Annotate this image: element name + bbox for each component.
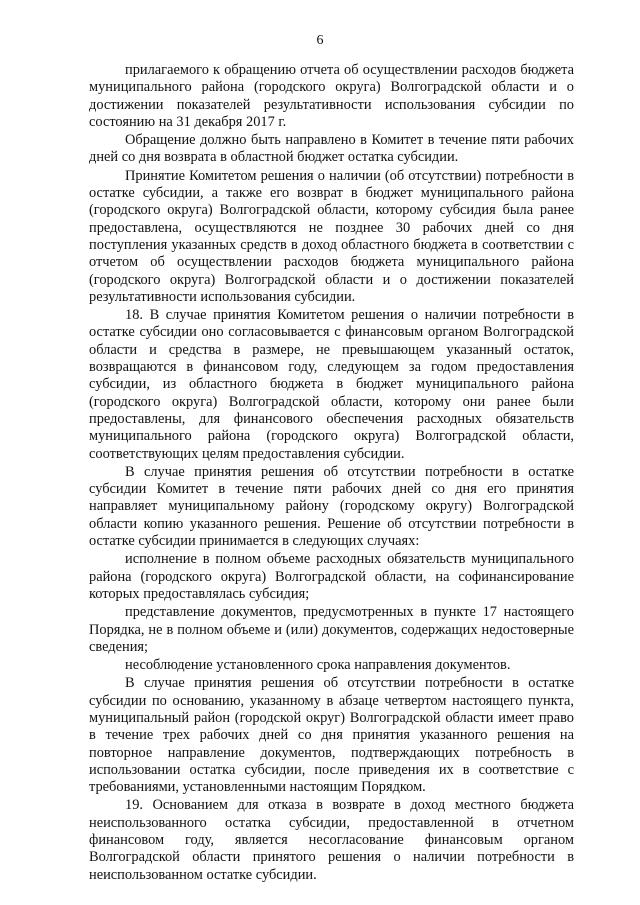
paragraph-case-incomplete-documents: представление документов, предусмотренных в пункте 17 настоящего Порядка, не в полном объеме и (или) документов, содержащих недостоверные сведения; xyxy=(89,604,574,655)
paragraph-appeal-deadline: Обращение должно быть направлено в Комитет в течение пяти рабочих дней со дня возврата в областной бюджет остатка субсидии. xyxy=(89,132,574,166)
paragraph-case-full-execution: исполнение в полном объеме расходных обязательств муниципального района (городского округа) Волгоградской области, на софинансирование которых предоставлялась субсидия; xyxy=(89,551,574,602)
paragraph-clause-19: 19. Основанием для отказа в возврате в доход местного бюджета неиспользованного остатка субсидии, предоставленной в отчетном финансовом году, является несогласование финансовым органом Волгоградской области принятого решения о наличии потребности в неиспользованном остатке субсидии. xyxy=(89,797,574,883)
page-number: 6 xyxy=(316,33,324,48)
paragraph-no-need-decision: В случае принятия решения об отсутствии потребности в остатке субсидии Комитет в течение пяти рабочих дней со дня его принятия направляет муниципальному району (городскому округу) Волгоградской области копию указанного решения. Решение об отсутствии потребности в остатке субсидии принимается в следующих случаях: xyxy=(89,463,574,550)
document-body xyxy=(89,62,574,885)
paragraph-case-missed-deadline: несоблюдение установленного срока направления документов. xyxy=(125,657,511,674)
paragraph-resubmission-right: В случае принятия решения об отсутствии потребности в остатке субсидии по основанию, указанному в абзаце четвертом настоящего пункта, муниципальный район (городской округ) Волгоградской области имеет право в течение трех рабочих дней со дня принятия указанного решения на повторное направление документов, подтверждающих потребность в использовании остатка субсидии, после приведения их в соответствие с требованиями, установленными настоящим Порядком. xyxy=(89,675,574,796)
paragraph-committee-decision: Принятие Комитетом решения о наличии (об отсутствии) потребности в остатке субсидии, а также его возврат в бюджет муниципального района (городского округа) Волгоградской области, которому субсидия была ранее предоставлена, осуществляются не позднее 30 рабочих дней со дня поступления указанных средств в доход областного бюджета в соответствии с отчетом об осуществлении расходов бюджета муниципального района (городского округа) Волгоградской области и о достижении показателей результативности использования субсидии. xyxy=(89,167,574,305)
paragraph-clause-18: 18. В случае принятия Комитетом решения о наличии потребности в остатке субсидии оно согласовывается с финансовым органом Волгоградской области и средства в размере, не превышающем указанный остаток, возвращаются в финансовом году, следующем за годом предоставления субсидии, из областного бюджета в бюджет муниципального района (городского округа) Волгоградской области, которому они ранее были предоставлены, для финансового обеспечения расходных обязательств муниципального района (городского округа) Волгоградской области, соответствующих целям предоставления субсидии. xyxy=(89,307,574,462)
paragraph-continuation: прилагаемого к обращению отчета об осуществлении расходов бюджета муниципального района (городского округа) Волгоградской области и о достижении показателей результативности использования субсидии по состоянию на 31 декабря 2017 г. xyxy=(89,62,574,130)
